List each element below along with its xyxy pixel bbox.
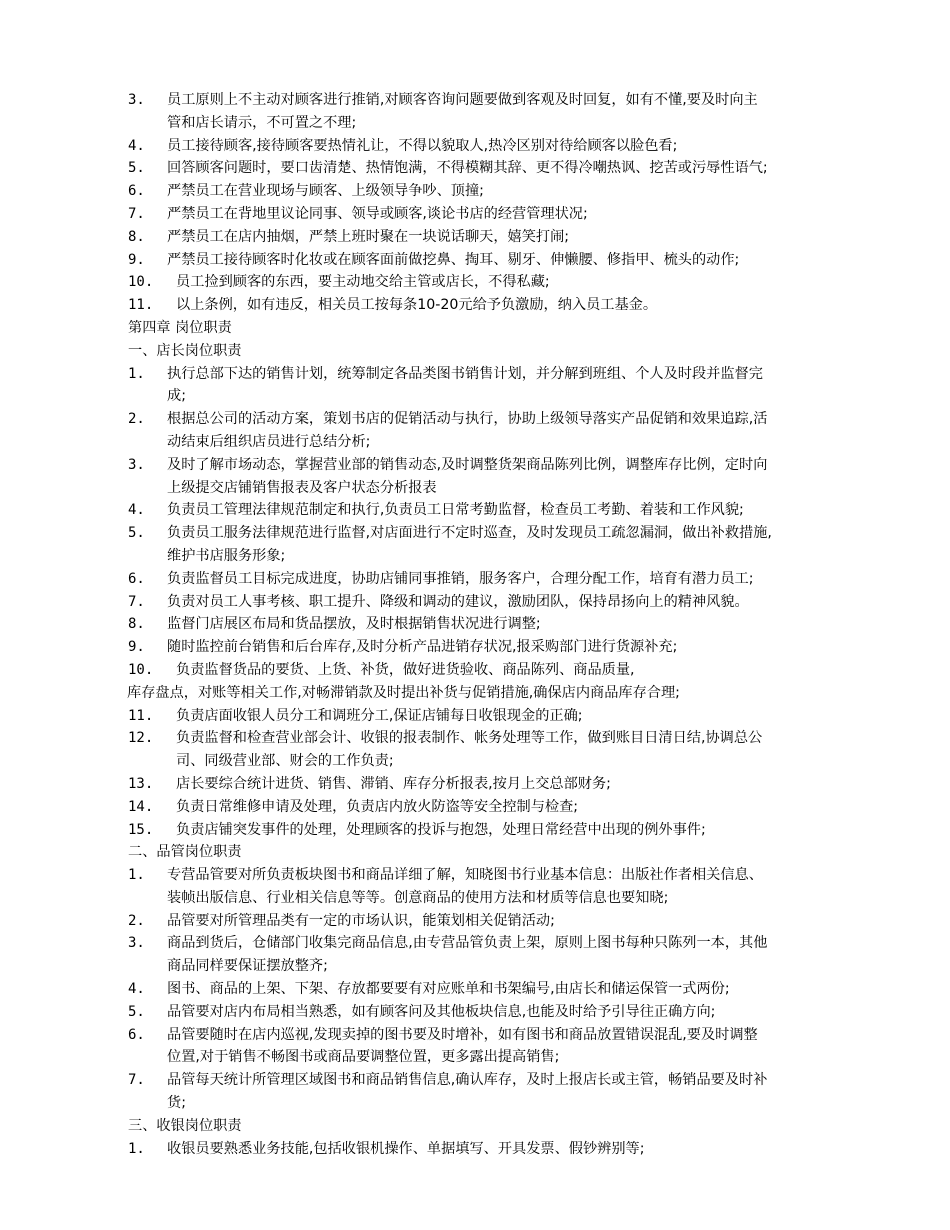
list-item-text-line: 负责店面收银人员分工和调班分工,保证店铺每日收银现金的正确; <box>176 707 583 724</box>
list-item-number: 6. <box>128 1026 145 1043</box>
list-item-number: 13. <box>128 775 154 792</box>
list-item <box>128 659 873 682</box>
store-manager-duties-list-continued <box>128 705 873 842</box>
list-item-number: 8. <box>128 616 145 633</box>
list-item-text-line: 执行总部下达的销售计划，统筹制定各品类图书销售计划，并分解到班组、个人及时段并监督完 <box>167 365 763 382</box>
list-item-number: 4. <box>128 137 145 154</box>
list-item-number: 12. <box>128 730 154 747</box>
store-manager-duties-list <box>128 363 873 682</box>
list-item-number: 4. <box>128 981 145 998</box>
cashier-duties-list <box>128 1138 873 1161</box>
list-item-text-line: 商品同样要保证摆放整齐; <box>167 958 328 975</box>
list-item-text-line: 根据总公司的活动方案，策划书店的促销活动与执行，协助上级领导落实产品促销和效果追踪,活 <box>167 411 768 428</box>
list-item-number: 10. <box>128 274 154 291</box>
list-item-number: 7. <box>128 205 145 222</box>
list-item-text-line: 专营品管要对所负责板块图书和商品详细了解，知晓图书行业基本信息：出版社作者相关信息、 <box>167 867 763 884</box>
list-item-text-line: 司、同级营业部、财会的工作负责; <box>176 753 394 770</box>
list-item <box>128 613 873 636</box>
list-item <box>128 932 873 978</box>
list-item-text-line: 位置,对于销售不畅图书或商品要调整位置，更多露出提高销售; <box>167 1049 560 1066</box>
list-item-text-line: 负责监督货品的要货、上货、补货，做好进货验收、商品陈列、商品质量, <box>176 661 635 678</box>
list-item <box>128 591 873 614</box>
list-item-text-line: 回答顾客问题时，要口齿清楚、热情饱满，不得模糊其辞、更不得冷嘲热讽、挖苦或污辱性语气; <box>167 160 768 177</box>
list-item-text-line: 货; <box>167 1095 186 1112</box>
list-item-number: 3. <box>128 92 145 108</box>
list-item <box>128 363 873 409</box>
list-item <box>128 294 873 317</box>
list-item-text-line: 员工原则上不主动对顾客进行推销,对顾客咨询问题要做到客观及时回复，如有不懂,要及时向主 <box>167 92 758 108</box>
list-item <box>128 978 873 1001</box>
list-item-number: 2. <box>128 411 145 428</box>
list-item-number: 14. <box>128 798 154 815</box>
list-item <box>128 773 873 796</box>
list-item-text-line: 品管要对所管理品类有一定的市场认识，能策划相关促销活动; <box>167 912 555 929</box>
list-item-text-line: 严禁员工在营业现场与顾客、上级领导争吵、顶撞; <box>167 183 484 200</box>
list-item-text-line: 严禁员工在店内抽烟，严禁上班时聚在一块说话聊天，嬉笑打闹; <box>167 228 570 245</box>
list-item-text-line: 负责店铺突发事件的处理，处理顾客的投诉与抱怨，处理日常经营中出现的例外事件; <box>176 821 706 838</box>
list-item-number: 5. <box>128 160 145 177</box>
list-item <box>128 89 873 135</box>
list-item-text-line: 员工接待顾客,接待顾客要热情礼让，不得以貌取人,热冷区别对待给顾客以脸色看; <box>167 137 678 154</box>
list-item <box>128 910 873 933</box>
list-item <box>128 226 873 249</box>
list-item-text-line: 负责对员工人事考核、职工提升、降级和调动的建议，激励团队，保持昂扬向上的精神风貌。 <box>167 593 749 610</box>
list-item-text-line: 随时监控前台销售和后台库存,及时分析产品进销存状况,报采购部门进行货源补充; <box>167 639 678 656</box>
list-item-text-line: 店长要综合统计进货、销售、滞销、库存分析报表,按月上交总部财务; <box>176 775 611 792</box>
list-item-text-line: 管和店长请示，不可置之不理; <box>167 114 357 131</box>
list-item-number: 2. <box>128 912 145 929</box>
list-item-number: 7. <box>128 593 145 610</box>
list-item <box>128 568 873 591</box>
list-item <box>128 1138 873 1161</box>
list-item <box>128 180 873 203</box>
list-item <box>128 499 873 522</box>
product-manager-duties-list <box>128 864 873 1115</box>
list-item-number: 4. <box>128 502 145 519</box>
list-item-number: 1. <box>128 1140 145 1157</box>
list-item <box>128 705 873 728</box>
list-item <box>128 796 873 819</box>
list-item-number: 5. <box>128 1003 145 1020</box>
conduct-rules-list <box>128 89 873 317</box>
section-title-cashier: 三、收银岗位职责 <box>128 1117 242 1134</box>
section-title-product-manager: 二、品管岗位职责 <box>128 844 242 861</box>
list-item-text-line: 负责监督和检查营业部会计、收银的报表制作、帐务处理等工作，做到账目日清日结,协调总公 <box>176 730 763 747</box>
list-item-number: 10. <box>128 661 154 678</box>
list-item <box>128 636 873 659</box>
chapter-title: 第四章 岗位职责 <box>128 319 232 336</box>
list-item-text-line: 成; <box>167 388 186 405</box>
list-item-text-line: 商品到货后，仓储部门收集完商品信息,由专营品管负责上架，原则上图书每种只陈列一本，其他 <box>167 935 768 952</box>
list-item-text-line: 维护书店服务形象; <box>167 547 286 564</box>
list-item-text-line: 动结束后组织店员进行总结分析; <box>167 433 371 450</box>
list-item-number: 8. <box>128 228 145 245</box>
list-item-number: 1. <box>128 867 145 884</box>
list-item <box>128 1001 873 1024</box>
list-item-number: 11. <box>128 707 154 724</box>
list-item <box>128 864 873 910</box>
list-item-text-line: 收银员要熟悉业务技能,包括收银机操作、单据填写、开具发票、假钞辨别等; <box>167 1140 645 1157</box>
list-item-number: 3. <box>128 935 145 952</box>
list-item-text-line: 品管每天统计所管理区域图书和商品销售信息,确认库存，及时上报店长或主管，畅销品要及时补 <box>167 1072 768 1089</box>
list-item <box>128 249 873 272</box>
list-item <box>128 157 873 180</box>
list-item-text-line: 品管要随时在店内巡视,发现卖掉的图书要及时增补，如有图书和商品放置错误混乱,要及时调整 <box>167 1026 758 1043</box>
list-item-text-line: 上级提交店铺销售报表及客户状态分析报表 <box>167 479 437 496</box>
list-item <box>128 522 873 568</box>
list-item <box>128 271 873 294</box>
list-item-number: 6. <box>128 570 145 587</box>
list-item-number: 9. <box>128 251 145 268</box>
list-item-number: 9. <box>128 639 145 656</box>
list-item-number: 5. <box>128 525 145 542</box>
list-item-text-line: 品管要对店内布局相当熟悉，如有顾客问及其他板块信息,也能及时给予引导往正确方向; <box>167 1003 716 1020</box>
list-item-text-line: 以上条例，如有违反，相关员工按每条10-20元给予负激励，纳入员工基金。 <box>176 297 658 314</box>
list-item-text-line: 负责监督员工目标完成进度，协助店铺同事推销，服务客户，合理分配工作，培育有潜力员工; <box>167 570 754 587</box>
list-item-number: 11. <box>128 297 154 314</box>
list-item <box>128 408 873 454</box>
list-item-text-line: 严禁员工在背地里议论同事、领导或顾客,谈论书店的经营管理状况; <box>167 205 588 222</box>
list-item-text-line: 及时了解市场动态，掌握营业部的销售动态,及时调整货架商品陈列比例，调整库存比例，定时向 <box>167 456 768 473</box>
list-item-number: 7. <box>128 1072 145 1089</box>
list-item-number: 1. <box>128 365 145 382</box>
continuation-line: 库存盘点，对账等相关工作,对畅滞销款及时提出补货与促销措施,确保店内商品库存合理; <box>127 684 680 701</box>
list-item-number: 3. <box>128 456 145 473</box>
list-item <box>128 454 873 500</box>
list-item <box>128 819 873 842</box>
section-title-store-manager: 一、店长岗位职责 <box>128 342 242 359</box>
list-item-text-line: 装帧出版信息、行业相关信息等等。创意商品的使用方法和材质等信息也要知晓; <box>167 889 669 906</box>
list-item-text-line: 员工捡到顾客的东西，要主动地交给主管或店长，不得私藏; <box>176 274 550 291</box>
list-item-text-line: 负责员工管理法律规范制定和执行,负责员工日常考勤监督，检查员工考勤、着装和工作风貌; <box>167 502 744 519</box>
list-item-text-line: 严禁员工接待顾客时化妆或在顾客面前做挖鼻、掏耳、剔牙、伸懒腰、修指甲、梳头的动作; <box>167 251 740 268</box>
list-item-text-line: 监督门店展区布局和货品摆放，及时根据销售状况进行调整; <box>167 616 541 633</box>
list-item-text-line: 负责员工服务法律规范进行监督,对店面进行不定时巡查，及时发现员工疏忽漏洞，做出补救措施, <box>167 525 772 542</box>
list-item <box>128 727 873 773</box>
list-item <box>128 1024 873 1070</box>
list-item <box>128 203 873 226</box>
document-body <box>128 89 873 1160</box>
list-item <box>128 1069 873 1115</box>
list-item <box>128 135 873 158</box>
list-item-text-line: 图书、商品的上架、下架、存放都要要有对应账单和书架编号,由店长和储运保管一式两份; <box>167 981 730 998</box>
list-item-number: 15. <box>128 821 154 838</box>
list-item-text-line: 负责日常维修申请及处理，负责店内放火防盗等安全控制与检查; <box>176 798 579 815</box>
list-item-number: 6. <box>128 183 145 200</box>
